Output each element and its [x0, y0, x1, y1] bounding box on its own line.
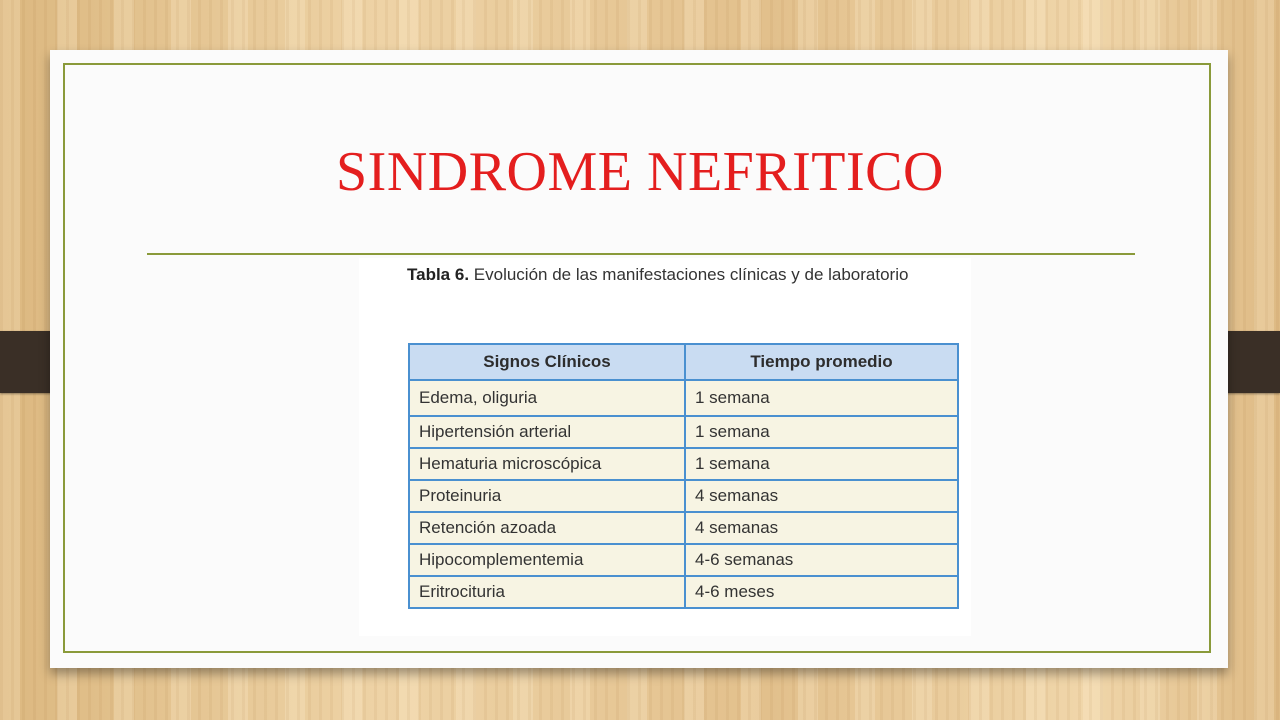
slide-title: SINDROME NEFRITICO	[336, 141, 944, 203]
table-row	[409, 448, 958, 480]
header-tiempo-promedio: Tiempo promedio	[685, 344, 958, 380]
table-header-row	[409, 344, 958, 380]
cell-time: 4 semanas	[685, 512, 958, 544]
cell-sign: Eritrocituria	[409, 576, 685, 608]
cell-sign: Proteinuria	[409, 480, 685, 512]
cell-time: 4 semanas	[685, 480, 958, 512]
cell-time: 1 semana	[685, 448, 958, 480]
table-image	[359, 258, 971, 636]
table-row	[409, 576, 958, 608]
cell-time: 4-6 meses	[685, 576, 958, 608]
cell-sign: Hipertensión arterial	[409, 416, 685, 448]
table-caption-text: Evolución de las manifestaciones clínicas y de laboratorio	[469, 265, 909, 284]
table-row	[409, 544, 958, 576]
table-row	[409, 512, 958, 544]
clinical-signs-table	[408, 343, 959, 609]
cell-sign: Hipocomplementemia	[409, 544, 685, 576]
cell-time: 4-6 semanas	[685, 544, 958, 576]
title-divider	[147, 253, 1135, 255]
cell-sign: Edema, oliguria	[409, 380, 685, 416]
table-row	[409, 380, 958, 416]
cell-time: 1 semana	[685, 416, 958, 448]
table-caption-label: Tabla 6.	[407, 265, 470, 284]
table-row	[409, 480, 958, 512]
table-caption	[407, 263, 947, 287]
cell-sign: Hematuria microscópica	[409, 448, 685, 480]
cell-time: 1 semana	[685, 380, 958, 416]
table-row	[409, 416, 958, 448]
cell-sign: Retención azoada	[409, 512, 685, 544]
header-signos-clinicos: Signos Clínicos	[409, 344, 685, 380]
